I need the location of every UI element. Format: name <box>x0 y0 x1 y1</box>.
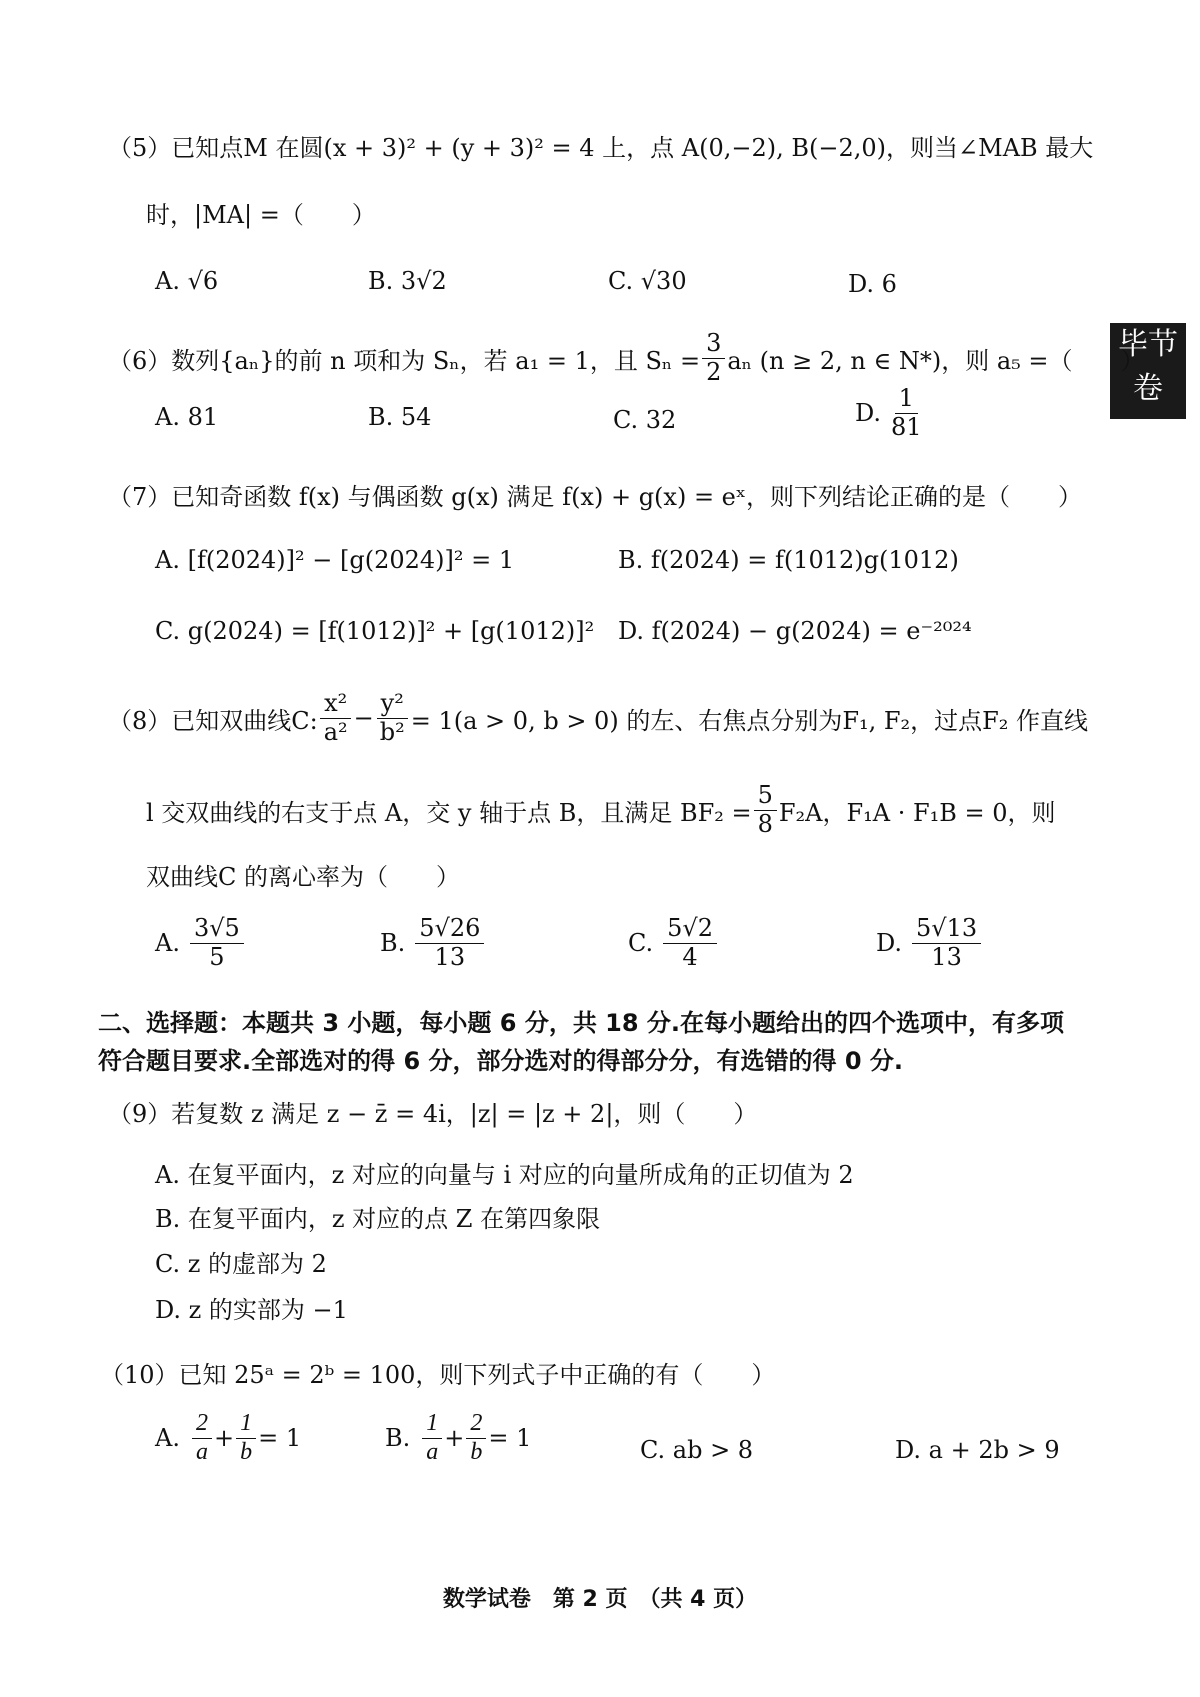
q9-stem: （9）若复数 z 满足 z − z̄ = 4i，|z| = |z + 2|，则（ ） <box>108 1100 758 1128</box>
q6-option-d <box>855 385 928 441</box>
q8-option-b-den: 13 <box>434 942 466 971</box>
section2-instruction-line1: 二、选择题：本题共 3 小题，每小题 6 分，共 18 分.在每小题给出的四个选项中，有多项 <box>98 1009 1065 1037</box>
q7-option-a: A. [f(2024)]² − [g(2024)]² = 1 <box>155 546 515 574</box>
q10-option-b-frac1 <box>422 1410 442 1466</box>
q8-k-den: 8 <box>757 809 773 838</box>
q5-stem-line1: （5）已知点M 在圆(x + 3)² + (y + 3)² = 4 上，点 A(0,−2), B(−2,0)，则当∠MAB 最大 <box>108 134 1094 162</box>
q5-stem-line2: 时，|MA| =（ ） <box>146 201 376 229</box>
q8-option-a-label: A. <box>155 929 180 958</box>
q8-option-c <box>628 915 719 971</box>
q7-option-c: C. g(2024) = [f(1012)]² + [g(1012)]² <box>155 617 595 645</box>
q10-option-b-tail: = 1 <box>488 1424 532 1453</box>
q8-option-d <box>876 915 983 971</box>
q8-option-d-den: 13 <box>931 942 962 971</box>
q6-fraction <box>702 330 725 386</box>
q8-option-a-num: 3√5 <box>190 915 244 944</box>
q8-option-c-den: 4 <box>682 942 698 971</box>
q7-stem: （7）已知奇函数 f(x) 与偶函数 g(x) 满足 f(x) + g(x) = eˣ，则下列结论正确的是（ ） <box>108 483 1083 511</box>
q8-y-num: y² <box>377 690 408 719</box>
q10-stem: （10）已知 25ᵃ = 2ᵇ = 100，则下列式子中正确的有（ ） <box>100 1361 776 1389</box>
q8-option-a <box>155 915 246 971</box>
q6-stem-pre: （6）数列{aₙ}的前 n 项和为 Sₙ，若 a₁ = 1，且 Sₙ = <box>108 346 701 375</box>
q8-x-den: a² <box>323 717 348 746</box>
q5-option-d: D. 6 <box>848 270 897 298</box>
q8-option-c-label: C. <box>628 929 654 958</box>
q6-option-d-den: 81 <box>891 412 922 441</box>
q6-fraction-den: 2 <box>706 357 722 386</box>
q7-option-b: B. f(2024) = f(1012)g(1012) <box>618 546 959 574</box>
q8-option-a-fraction <box>190 915 244 971</box>
q10-option-a-tail: = 1 <box>258 1424 302 1453</box>
q10-option-b-plus: + <box>444 1424 465 1453</box>
q8-option-d-fraction <box>912 915 981 971</box>
side-tab-line2: 卷 <box>1133 371 1163 406</box>
q9-option-a: A. 在复平面内，z 对应的向量与 i 对应的向量所成角的正切值为 2 <box>155 1161 854 1189</box>
q10-option-a-frac2 <box>236 1410 256 1466</box>
q6-option-d-label: D. <box>855 399 882 428</box>
section2-instruction-line2: 符合题目要求.全部选对的得 6 分，部分选对的得部分分，有选错的得 0 分. <box>98 1047 904 1075</box>
q6-option-b: B. 54 <box>368 403 432 431</box>
q8-k-fraction <box>754 782 777 838</box>
q9-option-c: C. z 的虚部为 2 <box>155 1250 327 1278</box>
q8-option-b-fraction <box>415 915 484 971</box>
q10-option-a <box>155 1410 301 1466</box>
q8-x-num: x² <box>320 690 351 719</box>
q6-stem <box>108 330 1145 386</box>
q8-stem-line2 <box>146 782 1056 838</box>
q8-option-c-fraction <box>663 915 717 971</box>
q8-stem1-post: = 1(a > 0, b > 0) 的左、右焦点分别为F₁, F₂，过点F₂ 作直线 <box>410 706 1089 735</box>
q5-option-b: B. 3√2 <box>368 267 447 295</box>
q10-option-b-d1: a <box>426 1438 439 1465</box>
q10-option-a-d2: b <box>240 1438 253 1465</box>
q8-stem1-pre: （8）已知双曲线C: <box>108 706 318 735</box>
q8-option-d-num: 5√13 <box>912 915 981 944</box>
q10-option-a-d1: a <box>195 1438 208 1465</box>
q8-y-fraction <box>376 690 409 746</box>
q8-stem2-post: F₂A，F₁A · F₁B = 0，则 <box>778 798 1056 827</box>
q10-option-a-label: A. <box>155 1424 180 1453</box>
q9-option-b: B. 在复平面内，z 对应的点 Z 在第四象限 <box>155 1205 601 1233</box>
q10-option-b-n1: 1 <box>422 1410 442 1439</box>
q10-option-b <box>385 1410 531 1466</box>
q10-option-b-n2: 2 <box>466 1410 486 1439</box>
q8-x-fraction <box>320 690 352 746</box>
q6-option-d-fraction <box>887 385 926 441</box>
q8-option-b <box>380 915 486 971</box>
q8-option-c-num: 5√2 <box>663 915 717 944</box>
q8-stem-line3: 双曲线C 的离心率为（ ） <box>146 863 460 891</box>
q9-option-d: D. z 的实部为 −1 <box>155 1296 348 1324</box>
page-footer: 数学试卷 第 2 页 （共 4 页） <box>442 1587 758 1612</box>
q6-stem-post: aₙ (n ≥ 2, n ∈ N*)，则 a₅ =（ ） <box>727 346 1145 375</box>
q8-option-d-label: D. <box>876 929 903 958</box>
q8-y-den: b² <box>379 717 405 746</box>
q6-option-d-num: 1 <box>895 385 918 414</box>
q5-option-a: A. √6 <box>155 267 219 295</box>
q10-option-b-label: B. <box>385 1424 411 1453</box>
q6-option-c: C. 32 <box>613 406 677 434</box>
q6-fraction-num: 3 <box>702 330 725 359</box>
q6-option-a: A. 81 <box>155 403 219 431</box>
q10-option-a-n2: 1 <box>236 1410 256 1439</box>
q8-option-b-num: 5√26 <box>415 915 484 944</box>
q8-stem2-pre: l 交双曲线的右支于点 A，交 y 轴于点 B，且满足 BF₂ = <box>146 798 752 827</box>
side-tab-line1: 毕节 <box>1118 327 1178 362</box>
q5-option-c: C. √30 <box>608 267 687 295</box>
q8-option-a-den: 5 <box>209 942 225 971</box>
q10-option-a-plus: + <box>213 1424 235 1453</box>
q8-k-num: 5 <box>754 782 777 811</box>
q10-option-a-n1: 2 <box>192 1410 212 1439</box>
q8-minus: − <box>353 704 374 733</box>
q10-option-a-frac1 <box>192 1410 212 1466</box>
q10-option-d: D. a + 2b > 9 <box>895 1436 1060 1464</box>
q8-stem-line1 <box>108 690 1088 746</box>
q10-option-b-frac2 <box>466 1410 486 1466</box>
q10-option-b-d2: b <box>470 1438 483 1465</box>
q10-option-c: C. ab > 8 <box>640 1436 754 1464</box>
q8-option-b-label: B. <box>380 929 406 958</box>
q7-option-d: D. f(2024) − g(2024) = e⁻²⁰²⁴ <box>618 617 972 645</box>
